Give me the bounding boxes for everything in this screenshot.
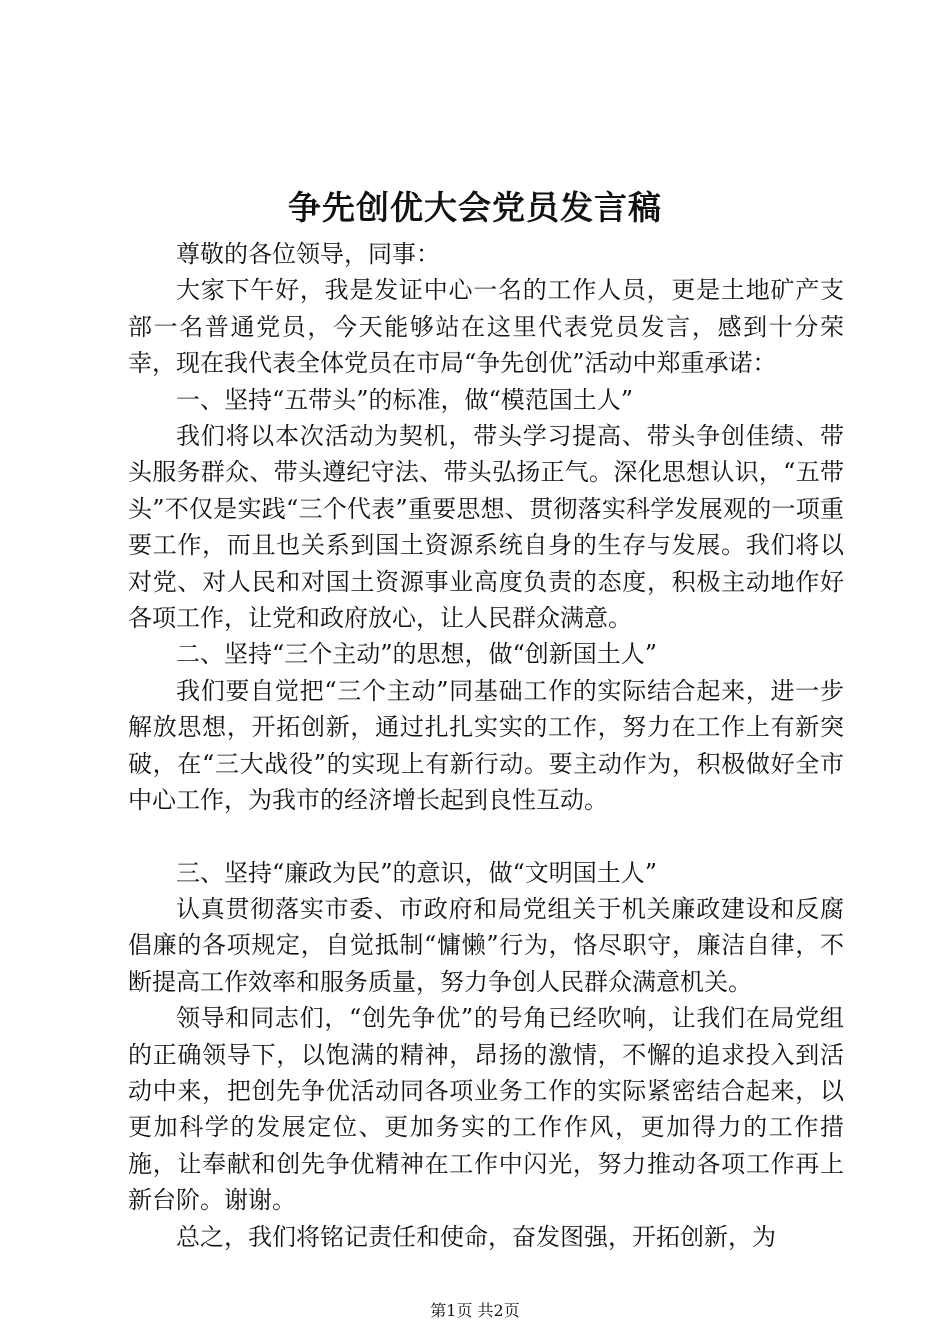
section-body-3: 认真贯彻落实市委、市政府和局党组关于机关廉政建设和反腐倡廉的各项规定，自觉抵制“慵懒”行为，恪尽职守，廉洁自律，不断提高工作效率和服务质量，努力争创人民群众满意机关。: [128, 894, 844, 996]
summary-paragraph: 总之，我们将铭记责任和使命，奋发图强，开拓创新，为: [176, 1222, 776, 1251]
section-heading-1: 一、坚持“五带头”的标准，做“模范国土人”: [176, 385, 634, 414]
document-title: 争先创优大会党员发言稿: [288, 188, 662, 227]
section-body-1: 我们将以本次活动为契机，带头学习提高、带头争创佳绩、带头服务群众、带头遵纪守法、带头弘扬正气。深化思想认识，“五带头”不仅是实践“三个代表”重要思想、贯彻落实科学发展观的一项重要工作，而且也关系到国土资源系统自身的生存与发展。我们将以对党、对人民和对国土资源事业高度负责的态度，积极主动地作好各项工作，让党和政府放心，让人民群众满意。: [128, 422, 844, 633]
opening-paragraph: 大家下午好，我是发证中心一名的工作人员，更是土地矿产支部一名普通党员，今天能够站在这里代表党员发言，感到十分荣幸，现在我代表全体党员在市局“争先创优”活动中郑重承诺：: [128, 276, 844, 378]
section-body-2: 我们要自觉把“三个主动”同基础工作的实际结合起来，进一步解放思想，开拓创新，通过扎扎实实的工作，努力在工作上有新突破，在“三大战役”的实现上有新行动。要主动作为，积极做好全市中心工作，为我市的经济增长起到良性互动。: [128, 676, 844, 815]
closing-paragraph: 领导和同志们，“创先争优”的号角已经吹响，让我们在局党组的正确领导下，以饱满的精神，昂扬的激情，不懈的追求投入到活动中来，把创先争优活动同各项业务工作的实际紧密结合起来，以更加科学的发展定位、更加务实的工作作风，更加得力的工作措施，让奉献和创先争优精神在工作中闪光，努力推动各项工作再上新台阶。谢谢。: [128, 1004, 844, 1215]
section-heading-2: 二、坚持“三个主动”的思想，做“创新国土人”: [176, 640, 658, 669]
page-footer: 第1页 共2页: [430, 1301, 520, 1320]
document-body: [128, 236, 844, 1255]
section-heading-3: 三、坚持“廉政为民”的意识，做“文明国土人”: [176, 858, 658, 887]
salutation-paragraph: 尊敬的各位领导，同事：: [176, 240, 440, 268]
